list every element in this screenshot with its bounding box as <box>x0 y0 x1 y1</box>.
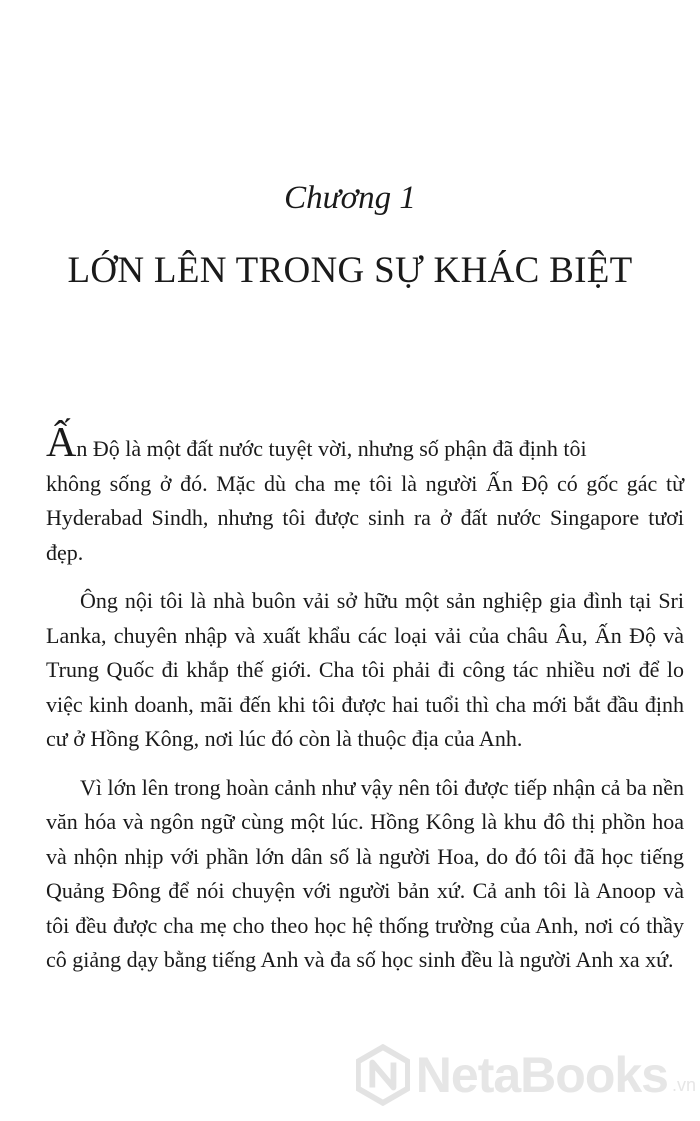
paragraph-1-rest: không sống ở đó. Mặc dù cha mẹ tôi là người Ấn Độ có gốc gác từ Hyderabad Sindh, nhưng tôi được sinh ra ở đất nước Singapore tươi đẹp. <box>46 470 684 565</box>
paragraph-1-first-line <box>46 420 684 467</box>
chapter-number: Chương 1 <box>284 180 416 216</box>
watermark-brand: NetaBooks <box>415 1047 668 1103</box>
paragraph-1-first-line-text: n Độ là một đất nước tuyệt vời, nhưng số phận đã định tôi <box>76 436 587 461</box>
watermark <box>356 1040 696 1110</box>
paragraph-3: Vì lớn lên trong hoàn cảnh như vậy nên tôi được tiếp nhận cả ba nền văn hóa và ngôn ngữ cùng một lúc. Hồng Kông là khu đô thị phồn hoa và nhộn nhịp với phần lớn dân số là người Hoa, do đó tôi đã học tiếng Quảng Đông để nói chuyện với người bản xứ. Cả anh tôi là Anoop và tôi đều được cha mẹ cho theo học hệ thống trường của Anh, nơi có thầy cô giảng dạy bằng tiếng Anh và đa số học sinh đều là người Anh xa xứ. <box>46 774 684 972</box>
watermark-suffix: .vn <box>671 1075 696 1095</box>
drop-cap: Ấ <box>46 420 77 466</box>
chapter-title: LỚN LÊN TRONG SỰ KHÁC BIỆT <box>67 250 633 291</box>
paragraph-2: Ông nội tôi là nhà buôn vải sở hữu một sản nghiệp gia đình tại Sri Lanka, chuyên nhập và xuất khẩu các loại vải của châu Âu, Ấn Độ và Trung Quốc đi khắp thế giới. Cha tôi phải đi công tác nhiều nơi để lo việc kinh doanh, mãi đến khi tôi được hai tuổi thì cha mới bắt đầu định cư ở Hồng Kông, nơi lúc đó còn là thuộc địa của Anh. <box>46 588 684 751</box>
paragraph-1 <box>46 420 684 570</box>
chapter-body <box>46 420 684 992</box>
netabooks-logo-icon <box>356 1044 410 1106</box>
